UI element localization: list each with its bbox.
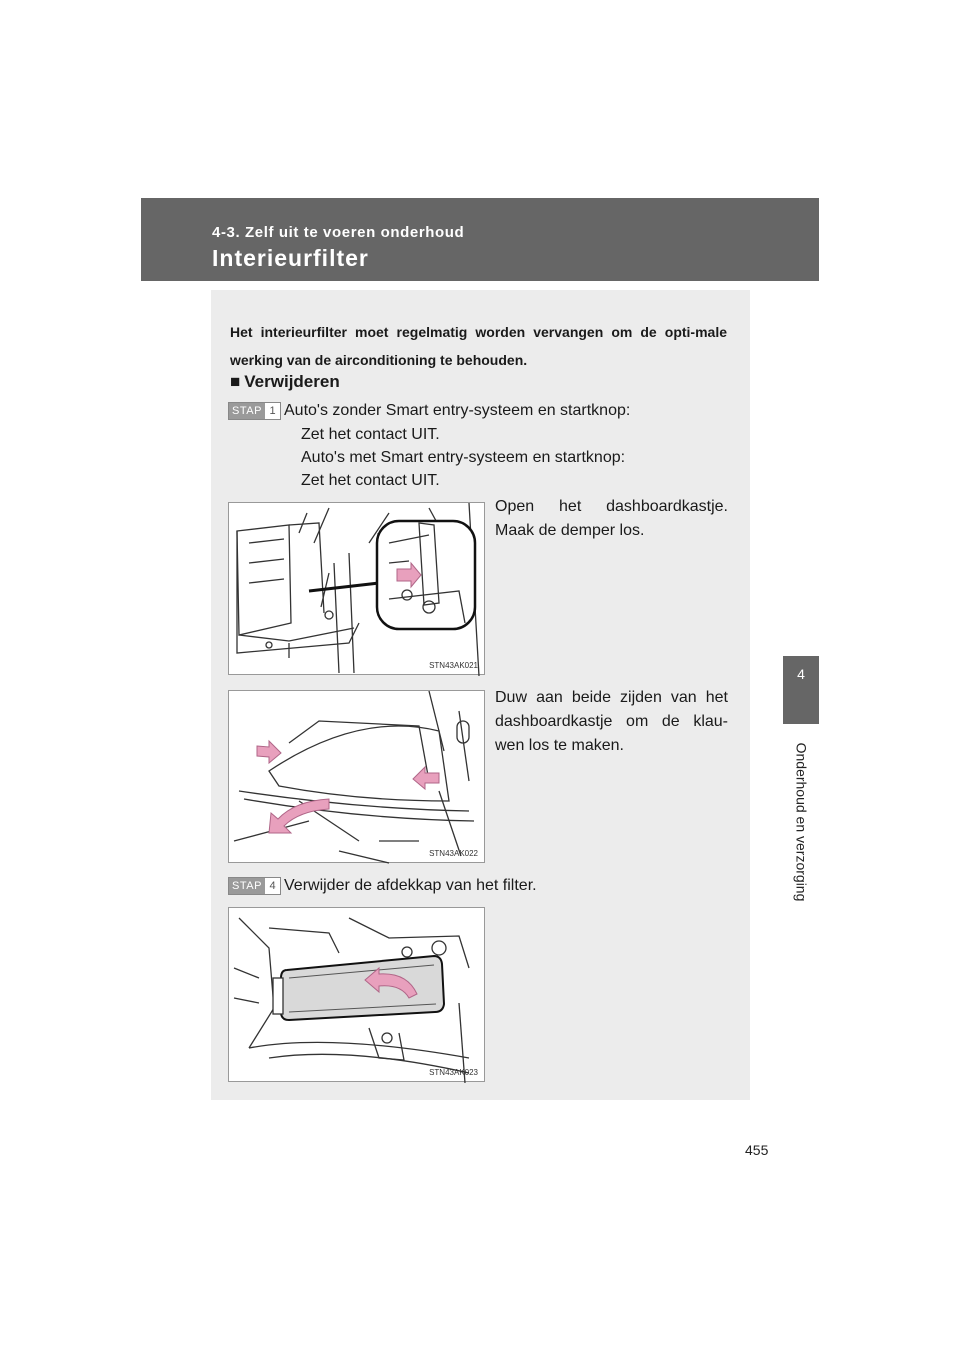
figure-code: STN43AK022 bbox=[429, 849, 478, 858]
step1-line1: Auto's zonder Smart entry-systeem en startknop: bbox=[284, 402, 631, 419]
chapter-tab-number: 4 bbox=[783, 656, 819, 724]
figure-code: STN43AK021 bbox=[429, 661, 478, 670]
chapter-header bbox=[141, 198, 819, 281]
step3-text: Duw aan beide zijden van het dashboardkastje om de klau-wen los te maken. bbox=[495, 689, 728, 754]
figure-glovebox-claws-drawing bbox=[229, 691, 486, 864]
chapter-tab-label bbox=[788, 732, 814, 912]
step-badge-label: STAP bbox=[229, 403, 265, 419]
section-title: 4-3. Zelf uit te voeren onderhoud bbox=[212, 224, 465, 241]
figure-filter-cover bbox=[228, 907, 485, 1082]
step1-line4: Zet het contact UIT. bbox=[301, 472, 440, 489]
bullet-square: ■ bbox=[230, 372, 241, 391]
chapter-tab-label-text: Onderhoud en verzorging bbox=[793, 742, 809, 902]
figure-glovebox-damper bbox=[228, 502, 485, 675]
figure-code: STN43AK023 bbox=[429, 1068, 478, 1077]
step2-text: Open het dashboardkastje. Maak de demper los. bbox=[495, 498, 728, 539]
figure-glovebox-damper-drawing bbox=[229, 503, 486, 676]
step-badge-number: 1 bbox=[269, 405, 276, 417]
step-badge-number: 4 bbox=[269, 880, 276, 892]
page-title: Interieurfilter bbox=[212, 245, 369, 271]
step-badge-1 bbox=[228, 402, 281, 420]
step-badge-4 bbox=[228, 877, 281, 895]
step1-line2: Zet het contact UIT. bbox=[301, 426, 440, 443]
section-heading-label: Verwijderen bbox=[244, 372, 340, 391]
step-badge-label: STAP bbox=[229, 878, 265, 894]
page-number: 455 bbox=[745, 1142, 769, 1158]
step1-line3: Auto's met Smart entry-systeem en startknop: bbox=[301, 449, 626, 466]
step4-text: Verwijder de afdekkap van het filter. bbox=[284, 877, 537, 894]
intro-text: Het interieurfilter moet regelmatig worden vervangen om de opti-male werking van de airconditioning te behouden. bbox=[230, 324, 727, 368]
figure-glovebox-claws bbox=[228, 690, 485, 863]
section-heading bbox=[230, 372, 340, 392]
figure-filter-cover-drawing bbox=[229, 908, 486, 1083]
